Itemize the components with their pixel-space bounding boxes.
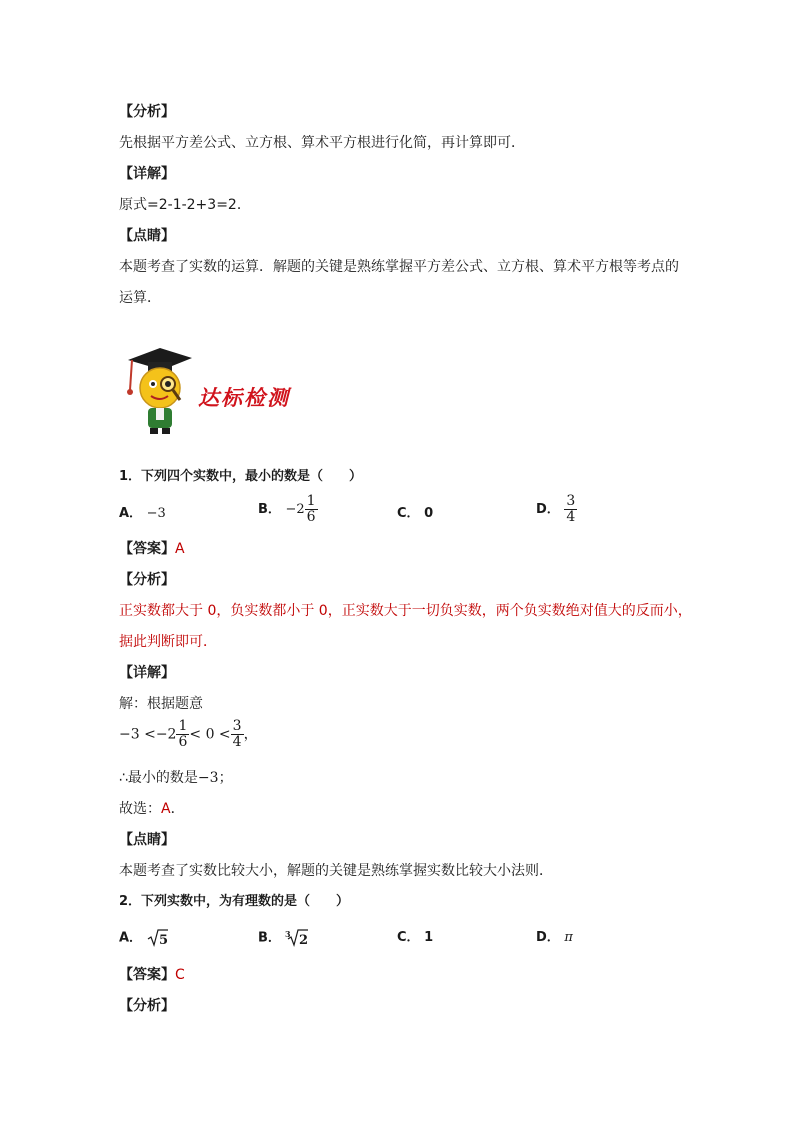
cube-root-icon xyxy=(285,928,309,948)
section-title: 达标检测 xyxy=(198,385,290,410)
q1-option-a-label: A． xyxy=(119,506,143,521)
q1-inequality xyxy=(119,719,258,750)
q1-detail-intro: 解：根据题意 xyxy=(119,696,203,712)
q1-answer-value: A xyxy=(175,541,185,557)
q1-conclusion-value: −3 xyxy=(197,770,219,786)
q1-option-c-value: 0 xyxy=(424,506,434,521)
q1-analysis-label: 【分析】 xyxy=(119,572,175,588)
q1-comment-label: 【点睛】 xyxy=(119,832,175,848)
q2-analysis-label: 【分析】 xyxy=(119,998,175,1014)
graduate-cap-mascot-icon xyxy=(118,342,198,442)
q1-ineq-fraction-1 xyxy=(176,719,189,750)
q2-answer xyxy=(119,965,185,985)
section-logo xyxy=(118,342,318,442)
square-root-icon xyxy=(147,928,169,948)
q2-option-d-label: D． xyxy=(536,930,560,945)
q1-option-d-numerator: 3 xyxy=(566,493,576,509)
q1-choice xyxy=(119,799,185,819)
q2-option-a-radicand: 5 xyxy=(158,933,168,948)
q2-option-c xyxy=(397,928,433,948)
q2-option-d-value: π xyxy=(564,930,573,945)
q2-option-d xyxy=(536,928,573,948)
q1-ineq-num-2: 3 xyxy=(232,718,242,734)
q1-ineq-part-a: −3 <−2 xyxy=(119,726,177,743)
comment-line-2: 运算． xyxy=(119,290,161,306)
q1-ineq-fraction-2 xyxy=(231,719,244,750)
q2-stem: 2．下列实数中，为有理数的是（ ） xyxy=(119,894,350,909)
q1-option-b xyxy=(258,494,318,525)
q2-option-a-label: A． xyxy=(119,930,143,946)
comment-label: 【点睛】 xyxy=(119,228,175,244)
q1-option-b-label: B． xyxy=(258,502,281,517)
q1-ineq-den-1: 6 xyxy=(178,734,188,750)
q1-conclusion-prefix: ∴最小的数是 xyxy=(119,770,198,786)
q1-choice-value: A xyxy=(161,801,171,817)
detail-label: 【详解】 xyxy=(119,166,175,182)
q2-option-a xyxy=(119,928,169,949)
q1-option-d-denominator: 4 xyxy=(566,509,576,525)
q2-option-c-label: C． xyxy=(397,930,420,945)
q1-option-d-label: D． xyxy=(536,502,560,517)
q2-option-c-value: 1 xyxy=(424,930,434,945)
q1-comment-text: 本题考查了实数比较大小，解题的关键是熟练掌握实数比较大小法则． xyxy=(119,863,553,879)
q1-option-c-label: C． xyxy=(397,506,420,521)
q2-option-b-index: 3 xyxy=(285,929,292,939)
q2-option-b-label: B． xyxy=(258,930,281,946)
analysis-text: 先根据平方差公式、立方根、算术平方根进行化简，再计算即可． xyxy=(119,135,525,151)
q1-ineq-den-2: 4 xyxy=(232,734,242,750)
q1-analysis-line-1: 正实数都大于 0，负实数都小于 0，正实数大于一切负实数，两个负实数绝对值大的反而小， xyxy=(119,603,692,619)
q1-option-b-fraction xyxy=(305,494,318,525)
q1-option-a-value: −3 xyxy=(146,506,166,521)
q1-conclusion-suffix: ； xyxy=(218,770,233,786)
analysis-label: 【分析】 xyxy=(119,104,175,120)
q1-ineq-num-1: 1 xyxy=(178,718,188,734)
q1-choice-prefix: 故选： xyxy=(119,801,161,817)
q1-ineq-part-c: ， xyxy=(243,726,258,743)
q1-conclusion xyxy=(119,768,233,788)
q1-stem: 1．下列四个实数中，最小的数是（ ） xyxy=(119,469,363,484)
q1-option-b-whole: −2 xyxy=(285,502,305,517)
q1-analysis-line-2: 据此判断即可． xyxy=(119,634,217,650)
q1-option-b-denominator: 6 xyxy=(306,509,316,525)
q2-answer-value: C xyxy=(175,967,185,983)
q1-choice-suffix: ． xyxy=(170,801,185,817)
q1-option-d xyxy=(536,494,577,525)
q1-ineq-part-b: < 0 < xyxy=(189,726,231,743)
q2-option-b xyxy=(258,928,309,949)
q1-detail-label: 【详解】 xyxy=(119,665,175,681)
q1-answer-label: 【答案】 xyxy=(119,541,175,557)
q1-answer xyxy=(119,539,185,559)
q1-option-c xyxy=(397,504,433,524)
q2-option-b-radicand: 2 xyxy=(299,933,309,948)
q2-answer-label: 【答案】 xyxy=(119,967,175,983)
detail-text: 原式=2-1-2+3=2． xyxy=(119,197,251,213)
q1-option-d-fraction xyxy=(564,494,577,525)
comment-line-1: 本题考查了实数的运算．解题的关键是熟练掌握平方差公式、立方根、算术平方根等考点的 xyxy=(119,259,679,275)
q1-option-a xyxy=(119,504,166,524)
q1-option-b-numerator: 1 xyxy=(306,493,316,509)
